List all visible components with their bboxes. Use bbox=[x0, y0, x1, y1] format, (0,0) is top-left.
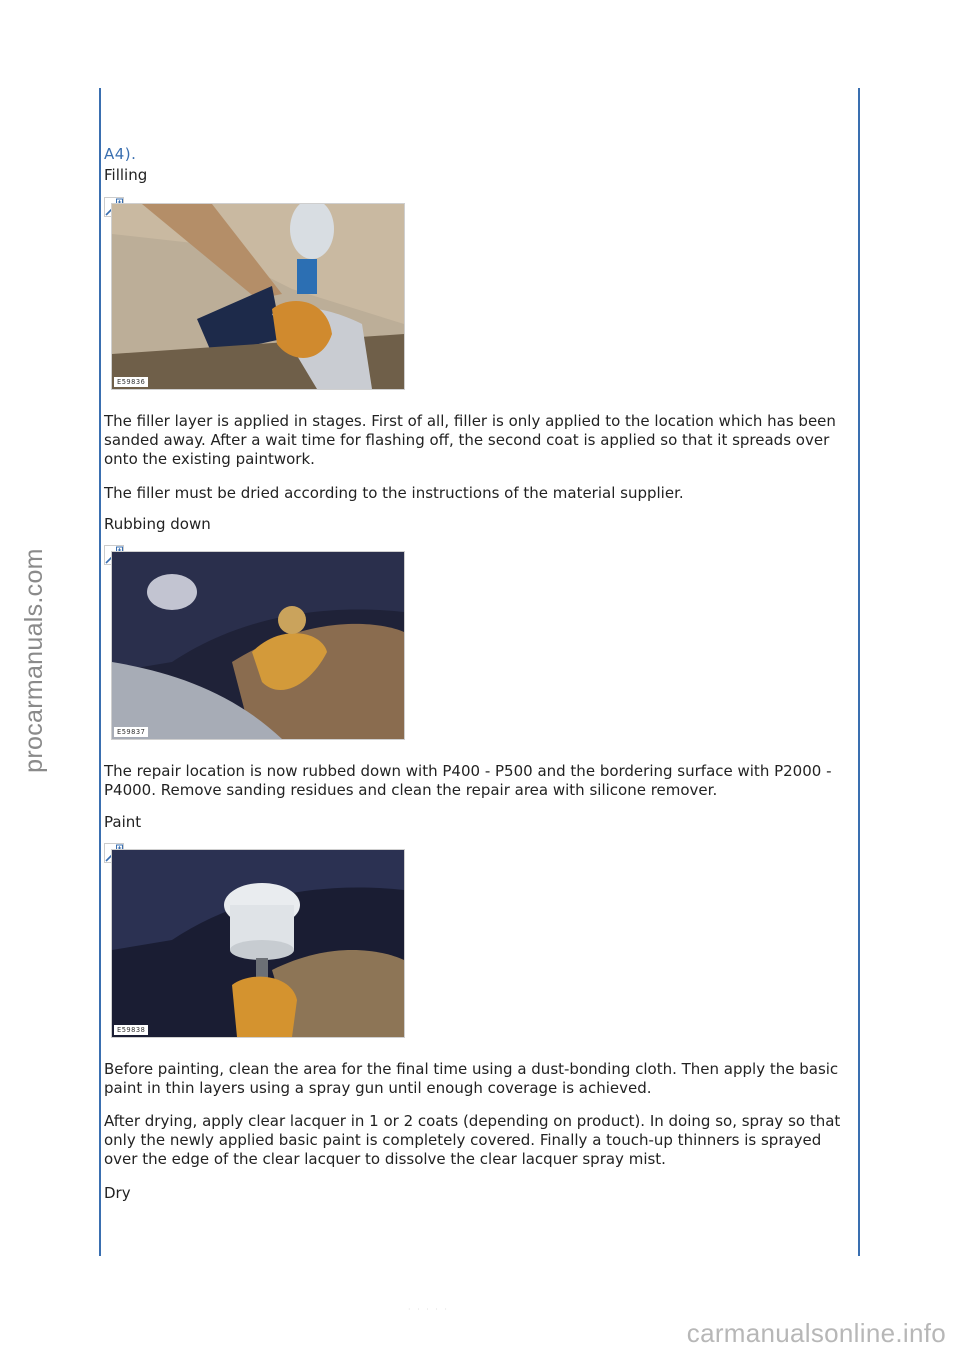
page-footer: · · · · · bbox=[408, 1305, 449, 1314]
section-heading-rubbing-down: Rubbing down bbox=[104, 515, 211, 533]
figure-code: E59837 bbox=[114, 727, 148, 737]
step-number: A4). bbox=[104, 145, 137, 163]
section-heading-paint: Paint bbox=[104, 813, 142, 831]
paragraph: The repair location is now rubbed down with P400 - P500 and the bordering surface with P2000 - P4000. Remove sanding residues and clean the repair area with silicone remover. bbox=[104, 762, 832, 799]
figure-code: E59836 bbox=[114, 377, 148, 387]
side-watermark: procarmanuals.com bbox=[19, 547, 48, 773]
paragraph: After drying, apply clear lacquer in 1 or 2 coats (depending on product). In doing so, spray so that only the newly applied basic paint is completely covered. Finally a touch-up thinners is sprayed over the edge of the clear lacquer to dissolve the clear lacquer spray mist. bbox=[104, 1112, 841, 1168]
figure-filling bbox=[104, 197, 404, 390]
right-margin-rule bbox=[858, 88, 860, 1256]
figure-rubbing-down bbox=[104, 545, 404, 740]
photo-rubbing-down bbox=[111, 551, 405, 740]
figure-code: E59838 bbox=[114, 1025, 148, 1035]
bottom-watermark: carmanualsonline.info bbox=[686, 1318, 946, 1348]
figure-paint bbox=[104, 843, 404, 1038]
left-margin-rule bbox=[99, 88, 101, 1256]
photo-paint bbox=[111, 849, 405, 1038]
paragraph: The filler must be dried according to the instructions of the material supplier. bbox=[104, 484, 684, 502]
paragraph: Before painting, clean the area for the final time using a dust-bonding cloth. Then apply the basic paint in thin layers using a spray gun until enough coverage is achieved. bbox=[104, 1060, 839, 1097]
photo-filling bbox=[111, 203, 405, 390]
section-heading-dry: Dry bbox=[104, 1184, 131, 1202]
section-heading-filling: Filling bbox=[104, 166, 148, 184]
paragraph: The filler layer is applied in stages. First of all, filler is only applied to the location which has been sanded away. After a wait time for flashing off, the second coat is applied so that it spreads over onto the existing paintwork. bbox=[104, 412, 836, 468]
